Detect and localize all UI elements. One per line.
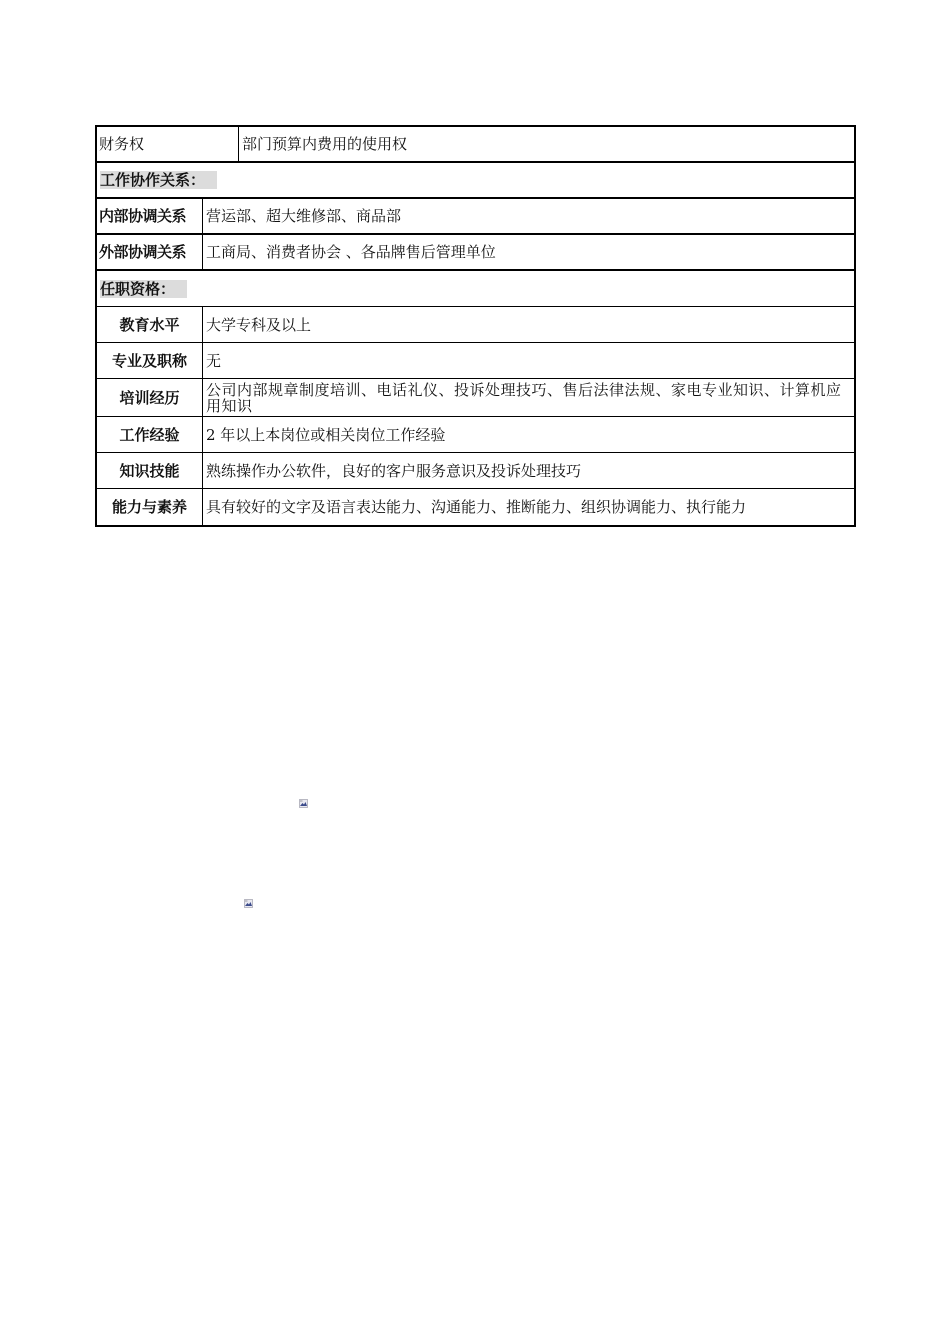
finance-label: 财务权 xyxy=(97,127,239,161)
major-label: 专业及职称 xyxy=(97,343,203,378)
major-value: 无 xyxy=(206,351,222,370)
experience-label: 工作经验 xyxy=(97,417,203,452)
qualification-row-training xyxy=(97,379,854,417)
qualification-row-ability xyxy=(97,489,854,525)
skills-value: 熟练操作办公软件，良好的客户服务意识及投诉处理技巧 xyxy=(206,461,582,480)
education-value: 大学专科及以上 xyxy=(206,315,312,334)
work-relations-title: 工作协作关系： xyxy=(100,171,217,189)
qualification-row-skills xyxy=(97,453,854,489)
qualifications-section xyxy=(97,271,854,307)
finance-row xyxy=(97,127,854,163)
broken-image-icon xyxy=(244,899,253,908)
ability-value: 具有较好的文字及语言表达能力、沟通能力、推断能力、组织协调能力、执行能力 xyxy=(206,498,747,516)
training-label: 培训经历 xyxy=(97,379,203,416)
external-relations-value: 工商局、消费者协会 、各品牌售后管理单位 xyxy=(206,243,496,261)
qualification-row-major xyxy=(97,343,854,379)
job-description-table xyxy=(95,125,856,527)
skills-label: 知识技能 xyxy=(97,453,203,488)
internal-relations-value: 营运部、超大维修部、商品部 xyxy=(206,207,402,225)
education-label: 教育水平 xyxy=(97,307,203,342)
external-relations-label: 外部协调关系 xyxy=(97,235,203,269)
qualifications-title: 任职资格： xyxy=(100,280,187,298)
external-relations-row xyxy=(97,235,854,271)
work-relations-header xyxy=(97,163,217,197)
qualification-row-experience xyxy=(97,417,854,453)
internal-relations-label: 内部协调关系 xyxy=(97,199,203,233)
broken-image-icon xyxy=(299,799,308,808)
qualifications-header xyxy=(97,271,187,306)
ability-label: 能力与素养 xyxy=(97,489,203,525)
work-relations-section xyxy=(97,163,854,199)
experience-value: 2 年以上本岗位或相关岗位工作经验 xyxy=(206,425,446,444)
training-value: 公司内部规章制度培训、电话礼仪、投诉处理技巧、售后法律法规、家电专业知识、计算机应用知识 xyxy=(206,380,842,415)
internal-relations-row xyxy=(97,199,854,235)
qualification-row-education xyxy=(97,307,854,343)
finance-value: 部门预算内费用的使用权 xyxy=(242,135,408,153)
